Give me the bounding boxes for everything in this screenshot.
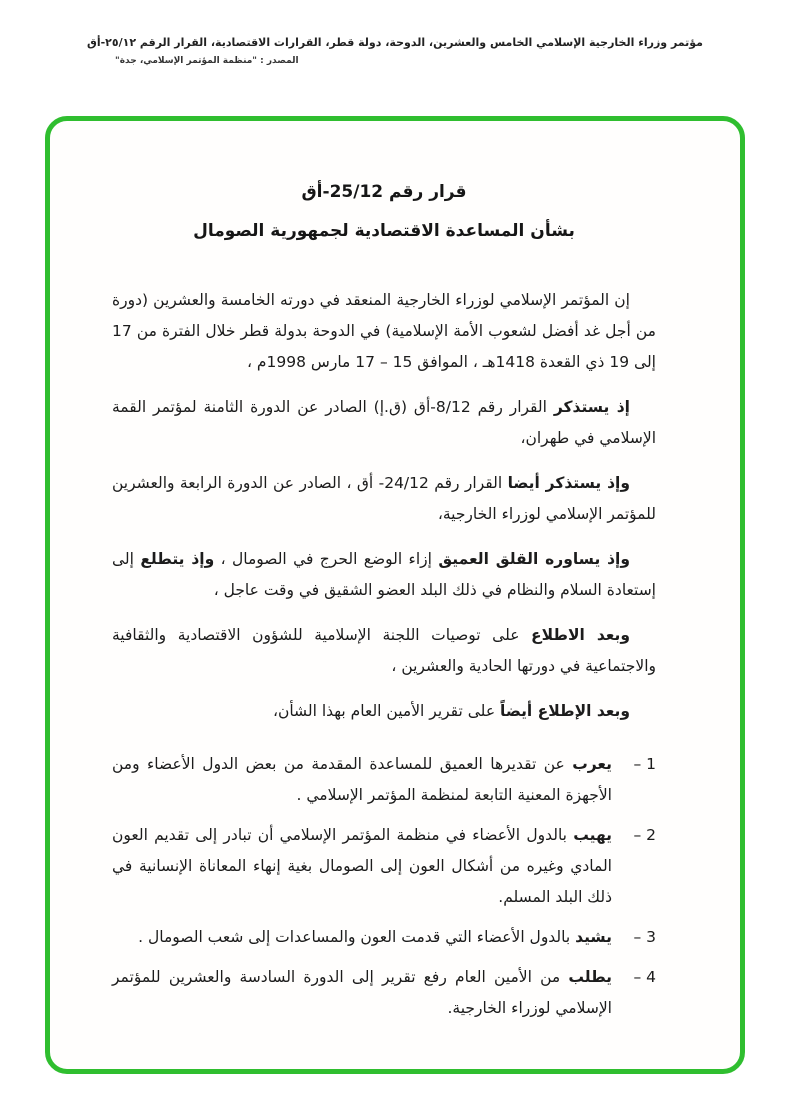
paragraph [112,285,656,378]
item-lead: يطلب [568,968,612,986]
item-text [112,749,612,811]
paragraph [112,696,656,727]
resolution-subtitle: بشأن المساعدة الاقتصادية لجمهورية الصومال [193,221,575,241]
list-item [112,922,656,953]
paragraph [112,620,656,682]
item-number: 3 – [633,928,656,946]
header-source-line: مؤتمر وزراء الخارجية الإسلامي الخامس والعشرين، الدوحة، دولة قطر، القرارات الاقتصادية، القرار الرقم ٢٥/١٢-أق [86,36,703,49]
paragraph-lead: وإذ يستذكر أيضا [507,474,630,492]
item-number: 2 – [633,826,656,844]
header-citation-line: المصدر : "منظمة المؤتمر الإسلامي، جدة" [115,56,299,66]
resolution-title: قرار رقم 25/12-أق [301,182,467,202]
item-text [112,922,612,953]
document-frame [45,116,745,1074]
paragraph-text: إزاء الوضع الحرج في الصومال ، [214,550,439,568]
paragraph [112,392,656,454]
preamble-paragraphs [112,285,656,727]
item-lead: يهيب [573,826,612,844]
paragraph [112,468,656,530]
item-number: 1 – [633,755,656,773]
item-body: بالدول الأعضاء التي قدمت العون والمساعدات إلى شعب الصومال . [138,928,576,946]
paragraph-text: إن المؤتمر الإسلامي لوزراء الخارجية المنعقد في دورته الخامسة والعشرين (دورة من أجل غد أفضل لشعوب الأمة الإسلامية) في الدوحة بدولة قطر خلال الفترة من 17 إلى 19 ذي القعدة 1418هـ ، الموافق 15 – 17 مارس 1998م ، [112,291,656,371]
item-body: من الأمين العام رفع تقرير إلى الدورة السادسة والعشرين للمؤتمر الإسلامي لوزراء الخارجية. [112,968,612,1017]
paragraph-lead: إذ يستذكر [553,398,630,416]
paragraph-text: إلى إستعادة السلام والنظام في ذلك البلد العضو الشقيق في وقت عاجل ، [112,550,656,599]
paragraph-lead: وبعد الاطلاع [531,626,630,644]
item-number: 4 – [633,968,656,986]
item-text [112,962,612,1024]
paragraph-text: القرار رقم 8/12-أق (ق.إ) الصادر عن الدورة الثامنة لمؤتمر القمة الإسلامي في طهران، [112,398,656,447]
paragraph-lead: وبعد الإطلاع أيضاً [500,702,630,720]
paragraph-text: القرار رقم 24/12- أق ، الصادر عن الدورة الرابعة والعشرين للمؤتمر الإسلامي لوزراء الخارجية، [112,474,656,523]
list-item [112,749,656,811]
item-lead: يعرب [572,755,612,773]
item-body: عن تقديرها العميق للمساعدة المقدمة من بعض الدول الأعضاء ومن الأجهزة المعنية التابعة لمنظمة المؤتمر الإسلامي . [112,755,612,804]
list-item [112,820,656,913]
paragraph-lead: وإذ يتطلع [140,550,215,568]
paragraph [112,544,656,606]
list-item [112,962,656,1024]
item-lead: يشيد [575,928,612,946]
item-text [112,820,612,913]
page-header [0,36,790,66]
paragraph-lead: وإذ يساوره القلق العميق [438,550,630,568]
operative-items [112,749,656,1024]
item-body: بالدول الأعضاء في منظمة المؤتمر الإسلامي أن تبادر إلى تقديم العون المادي وغيره من أشكال العون إلى الصومال بغية إنهاء المعاناة الإنسانية في ذلك البلد المسلم. [112,826,612,906]
paragraph-text: على توصيات اللجنة الإسلامية للشؤون الاقتصادية والثقافية والاجتماعية في دورتها الحادية والعشرين ، [112,626,656,675]
paragraph-text: على تقرير الأمين العام بهذا الشأن، [272,702,500,720]
